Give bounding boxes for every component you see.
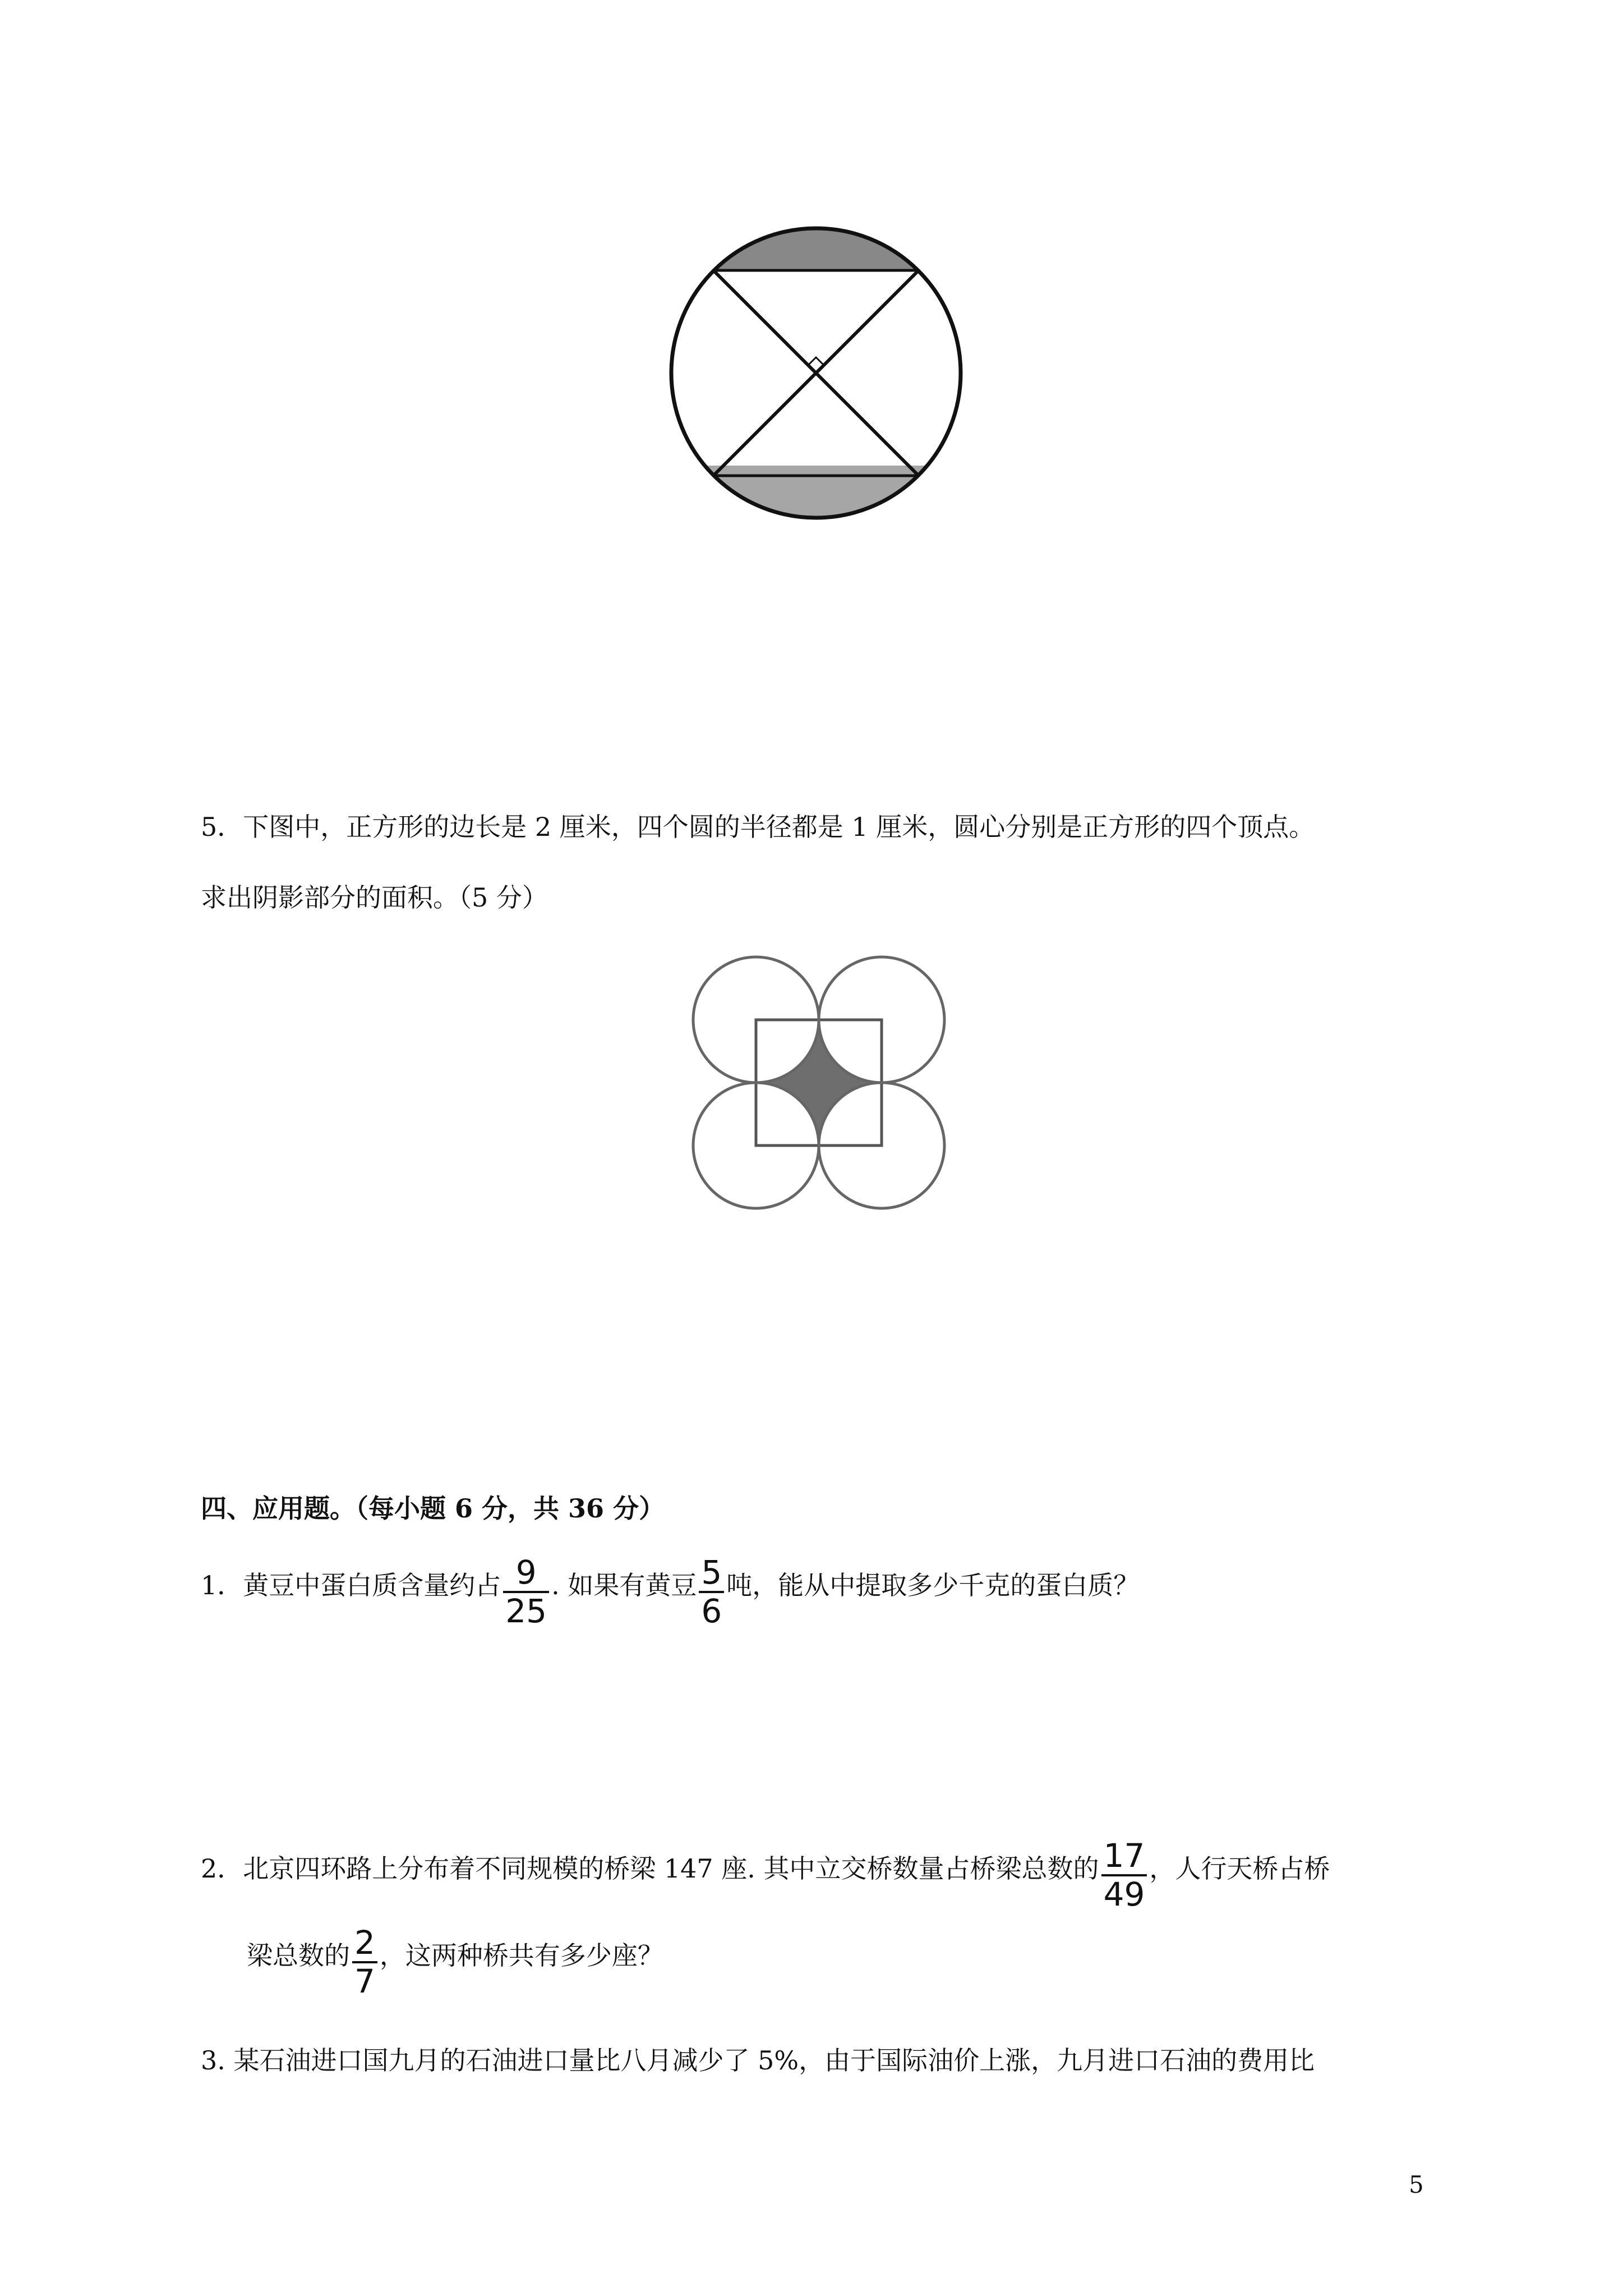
fraction-9-25: $\frac{9}{25}$ (503, 1556, 549, 1628)
fraction-5-6: $\frac{5}{6}$ (699, 1556, 724, 1628)
circle-x-figure (667, 224, 965, 522)
app1-text-post: 吨，能从中提取多少千克的蛋白质？ (726, 1570, 1140, 1600)
app2-line2-pre: 梁总数的 (247, 1940, 350, 1971)
page-number: 5 (1409, 2171, 1424, 2198)
app-question-2-line-2 (247, 1921, 663, 2000)
fraction-2-7: $\frac{2}{7}$ (352, 1926, 377, 1999)
app1-text-pre: 1．黄豆中蛋白质含量约占 (201, 1570, 501, 1600)
app1-text-mid: . 如果有黄豆 (551, 1570, 697, 1600)
app-question-2-line-1 (201, 1834, 1330, 1913)
app2-text-pre: 2．北京四环路上分布着不同规模的桥梁 147 座. 其中立交桥数量占桥梁总数的 (201, 1853, 1099, 1884)
question-5-line-1: 5．下图中，正方形的边长是 2 厘米，四个圆的半径都是 1 厘米，圆心分别是正方形的四个顶点。 (201, 812, 1315, 842)
app2-line2-post: ，这两种桥共有多少座？ (379, 1940, 663, 1971)
question-5-line-2: 求出阴影部分的面积。（5 分） (201, 882, 548, 913)
fraction-17-49: $\frac{17}{49}$ (1101, 1839, 1147, 1912)
shaded-region (756, 1020, 882, 1145)
app2-text-post: ，人行天桥占桥 (1149, 1853, 1330, 1884)
section-4-heading: 四、应用题。（每小题 6 分，共 36 分） (201, 1493, 665, 1524)
app-question-3-line-1: 3. 某石油进口国九月的石油进口量比八月减少了 5%，由于国际油价上涨，九月进口石油的费用比 (201, 2045, 1315, 2076)
app-question-1 (201, 1551, 1140, 1630)
top-shaded-segment (667, 224, 965, 270)
four-circles-figure (684, 948, 953, 1217)
